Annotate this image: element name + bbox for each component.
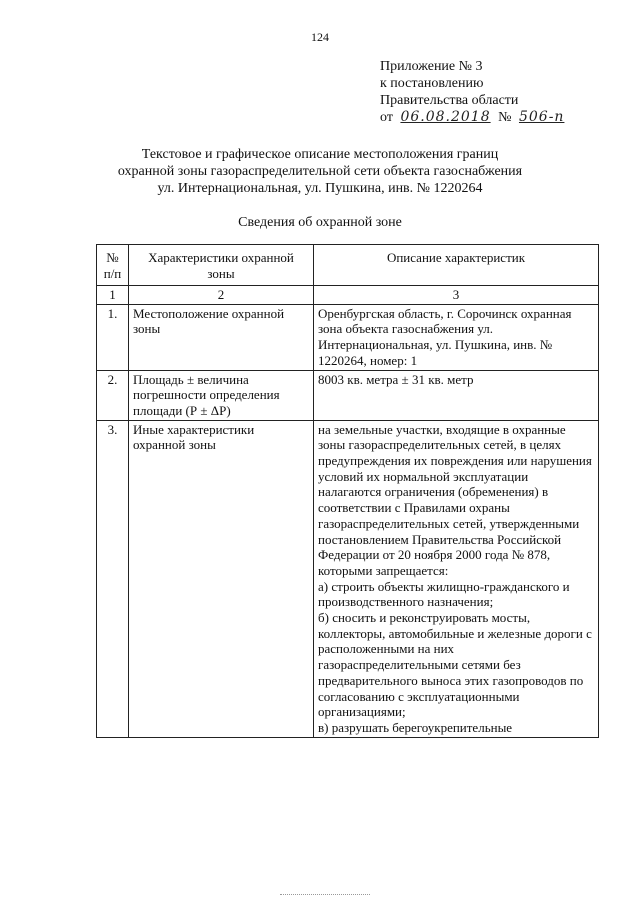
appendix-line-2: к постановлению: [380, 76, 484, 91]
document-title: [80, 146, 560, 197]
description-intro: на земельные участки, входящие в охранные зоны газораспределительных сетей, в целях предупреждения их повреждения или нарушения условий их нормальной эксплуатации налагаются ограничения (обременения) в соответствии с Правилами охраны газораспределительных сетей, утвержденными постановлением Правительства Российской Федерации от 20 ноября 2000 года № 878, которыми запрещается:: [318, 421, 592, 578]
row-number: 2.: [97, 370, 129, 420]
handwritten-date: 06.08.2018: [400, 109, 491, 125]
table-row: [97, 370, 599, 420]
appendix-block: [380, 58, 568, 126]
appendix-date-line: [380, 109, 568, 126]
header-description: Описание характеристик: [314, 245, 599, 286]
table-index-row: [97, 286, 599, 305]
appendix-line-1: Приложение № 3: [380, 59, 483, 74]
row-characteristic: Иные характеристики охранной зоны: [129, 420, 314, 737]
section-subtitle: Сведения об охранной зоне: [238, 215, 402, 230]
header-number: № п/п: [97, 245, 129, 286]
handwritten-number: 506-п: [518, 109, 565, 125]
appendix-line-3: Правительства области: [380, 93, 519, 108]
description-item-b: б) сносить и реконструировать мосты, коллекторы, автомобильные и железные дороги с расположенными на них газораспределительными сетями без предварительного выноса этих газопроводов по согласованию с эксплуатационными организациями;: [318, 610, 592, 720]
header-characteristic: Характеристики охранной зоны: [129, 245, 314, 286]
table-row: [97, 420, 599, 737]
row-number: 1.: [97, 304, 129, 370]
table-row: [97, 304, 599, 370]
scan-artifact-line: [280, 894, 370, 897]
row-description: 8003 кв. метра ± 31 кв. метр: [314, 370, 599, 420]
index-cell: 3: [314, 286, 599, 305]
index-cell: 2: [129, 286, 314, 305]
row-characteristic: Площадь ± величина погрешности определения площади (Р ± ΔР): [129, 370, 314, 420]
title-line-3: ул. Интернациональная, ул. Пушкина, инв. № 1220264: [157, 181, 483, 196]
row-characteristic: Местоположение охранной зоны: [129, 304, 314, 370]
index-cell: 1: [97, 286, 129, 305]
row-description: [314, 420, 599, 737]
date-prefix: от: [380, 110, 393, 125]
table-header-row: [97, 245, 599, 286]
title-line-2: охранной зоны газораспределительной сети объекта газоснабжения: [117, 164, 523, 179]
description-item-a: а) строить объекты жилищно-гражданского и производственного назначения;: [318, 578, 570, 610]
protection-zone-table: [96, 244, 599, 738]
title-line-1: Текстовое и графическое описание местоположения границ: [141, 147, 499, 162]
row-description: Оренбургская область, г. Сорочинск охранная зона объекта газоснабжения ул. Интернациональная, ул. Пушкина, инв. № 1220264, номер: 1: [314, 304, 599, 370]
number-prefix: №: [498, 110, 512, 125]
page-number: 124: [311, 30, 329, 44]
description-item-c: в) разрушать берегоукрепительные: [318, 719, 513, 735]
row-number: 3.: [97, 420, 129, 737]
